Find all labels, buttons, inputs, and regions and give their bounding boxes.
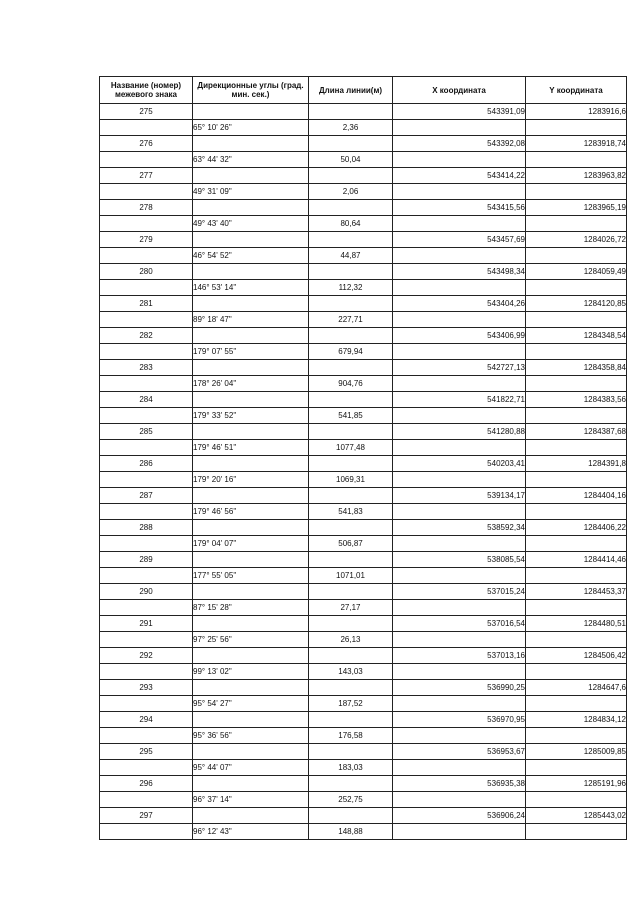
direction-angle: 179° 07' 55" (193, 344, 309, 360)
direction-angle: 99° 13' 02" (193, 664, 309, 680)
line-length: 2,36 (309, 120, 393, 136)
y-coordinate: 1284414,46 (526, 552, 627, 568)
empty-cell (100, 344, 193, 360)
point-row (100, 680, 627, 696)
empty-cell (193, 584, 309, 600)
empty-cell (526, 472, 627, 488)
empty-cell (193, 424, 309, 440)
line-length: 541,83 (309, 504, 393, 520)
empty-cell (393, 120, 526, 136)
point-row (100, 744, 627, 760)
y-coordinate: 1284391,8 (526, 456, 627, 472)
x-coordinate: 536970,95 (393, 712, 526, 728)
segment-row (100, 440, 627, 456)
point-name: 283 (100, 360, 193, 376)
empty-cell (100, 472, 193, 488)
empty-cell (393, 664, 526, 680)
empty-cell (193, 456, 309, 472)
empty-cell (393, 152, 526, 168)
segment-row (100, 760, 627, 776)
header-direction-angle: Дирекционные углы (град. мин. сек.) (193, 77, 309, 104)
x-coordinate: 541280,88 (393, 424, 526, 440)
empty-cell (193, 520, 309, 536)
empty-cell (526, 664, 627, 680)
segment-row (100, 376, 627, 392)
empty-cell (309, 328, 393, 344)
empty-cell (526, 440, 627, 456)
point-name: 282 (100, 328, 193, 344)
y-coordinate: 1284480,51 (526, 616, 627, 632)
empty-cell (193, 104, 309, 120)
y-coordinate: 1284383,56 (526, 392, 627, 408)
empty-cell (393, 600, 526, 616)
empty-cell (526, 536, 627, 552)
y-coordinate: 1283918,74 (526, 136, 627, 152)
y-coordinate: 1284059,49 (526, 264, 627, 280)
direction-angle: 95° 54' 27" (193, 696, 309, 712)
empty-cell (100, 312, 193, 328)
header-line-length: Длина линии(м) (309, 77, 393, 104)
direction-angle: 96° 12' 43" (193, 824, 309, 840)
empty-cell (393, 280, 526, 296)
x-coordinate: 536906,24 (393, 808, 526, 824)
point-row (100, 296, 627, 312)
line-length: 252,75 (309, 792, 393, 808)
direction-angle: 178° 26' 04" (193, 376, 309, 392)
direction-angle: 179° 33' 52" (193, 408, 309, 424)
point-name: 279 (100, 232, 193, 248)
header-x-coordinate: X координата (393, 77, 526, 104)
segment-row (100, 664, 627, 680)
x-coordinate: 536953,67 (393, 744, 526, 760)
direction-angle: 65° 10' 26" (193, 120, 309, 136)
direction-angle: 179° 46' 51" (193, 440, 309, 456)
y-coordinate: 1283963,82 (526, 168, 627, 184)
empty-cell (393, 472, 526, 488)
empty-cell (526, 568, 627, 584)
empty-cell (393, 536, 526, 552)
line-length: 187,52 (309, 696, 393, 712)
y-coordinate: 1284348,54 (526, 328, 627, 344)
empty-cell (193, 232, 309, 248)
empty-cell (393, 568, 526, 584)
empty-cell (309, 808, 393, 824)
point-row (100, 712, 627, 728)
empty-cell (100, 664, 193, 680)
empty-cell (526, 216, 627, 232)
empty-cell (393, 504, 526, 520)
x-coordinate: 543404,26 (393, 296, 526, 312)
y-coordinate: 1284406,22 (526, 520, 627, 536)
line-length: 1069,31 (309, 472, 393, 488)
empty-cell (393, 696, 526, 712)
point-name: 286 (100, 456, 193, 472)
table-body (100, 104, 627, 840)
line-length: 541,85 (309, 408, 393, 424)
point-name: 284 (100, 392, 193, 408)
segment-row (100, 216, 627, 232)
empty-cell (526, 152, 627, 168)
point-row (100, 264, 627, 280)
empty-cell (100, 152, 193, 168)
segment-row (100, 152, 627, 168)
direction-angle: 95° 44' 07" (193, 760, 309, 776)
empty-cell (393, 312, 526, 328)
segment-row (100, 728, 627, 744)
segment-row (100, 184, 627, 200)
line-length: 80,64 (309, 216, 393, 232)
header-y-coordinate: Y координата (526, 77, 627, 104)
empty-cell (193, 616, 309, 632)
empty-cell (526, 792, 627, 808)
direction-angle: 49° 43' 40" (193, 216, 309, 232)
direction-angle: 177° 55' 05" (193, 568, 309, 584)
empty-cell (309, 520, 393, 536)
empty-cell (100, 440, 193, 456)
y-coordinate: 1284453,37 (526, 584, 627, 600)
empty-cell (309, 648, 393, 664)
segment-row (100, 472, 627, 488)
empty-cell (100, 216, 193, 232)
empty-cell (526, 632, 627, 648)
empty-cell (526, 504, 627, 520)
direction-angle: 97° 25' 56" (193, 632, 309, 648)
empty-cell (193, 744, 309, 760)
point-name: 295 (100, 744, 193, 760)
segment-row (100, 568, 627, 584)
segment-row (100, 344, 627, 360)
empty-cell (100, 248, 193, 264)
point-name: 277 (100, 168, 193, 184)
empty-cell (393, 792, 526, 808)
segment-row (100, 312, 627, 328)
empty-cell (526, 696, 627, 712)
direction-angle: 95° 36' 56" (193, 728, 309, 744)
line-length: 183,03 (309, 760, 393, 776)
empty-cell (393, 216, 526, 232)
segment-row (100, 120, 627, 136)
y-coordinate: 1284404,16 (526, 488, 627, 504)
direction-angle: 96° 37' 14" (193, 792, 309, 808)
line-length: 112,32 (309, 280, 393, 296)
x-coordinate: 537015,24 (393, 584, 526, 600)
point-row (100, 616, 627, 632)
direction-angle: 49° 31' 09" (193, 184, 309, 200)
y-coordinate: 1285191,96 (526, 776, 627, 792)
point-row (100, 424, 627, 440)
point-name: 280 (100, 264, 193, 280)
line-length: 904,76 (309, 376, 393, 392)
x-coordinate: 543392,08 (393, 136, 526, 152)
x-coordinate: 539134,17 (393, 488, 526, 504)
point-name: 290 (100, 584, 193, 600)
segment-row (100, 536, 627, 552)
empty-cell (309, 168, 393, 184)
empty-cell (393, 344, 526, 360)
point-name: 293 (100, 680, 193, 696)
point-name: 288 (100, 520, 193, 536)
y-coordinate: 1283916,6 (526, 104, 627, 120)
point-row (100, 360, 627, 376)
point-name: 287 (100, 488, 193, 504)
y-coordinate: 1285443,02 (526, 808, 627, 824)
line-length: 679,94 (309, 344, 393, 360)
empty-cell (309, 232, 393, 248)
empty-cell (393, 760, 526, 776)
empty-cell (309, 584, 393, 600)
line-length: 1071,01 (309, 568, 393, 584)
empty-cell (393, 728, 526, 744)
direction-angle: 179° 20' 16" (193, 472, 309, 488)
line-length: 143,03 (309, 664, 393, 680)
line-length: 26,13 (309, 632, 393, 648)
empty-cell (526, 824, 627, 840)
empty-cell (309, 104, 393, 120)
empty-cell (193, 296, 309, 312)
empty-cell (100, 600, 193, 616)
empty-cell (309, 360, 393, 376)
y-coordinate: 1284506,42 (526, 648, 627, 664)
point-row (100, 520, 627, 536)
point-row (100, 392, 627, 408)
empty-cell (193, 680, 309, 696)
empty-cell (100, 728, 193, 744)
direction-angle: 63° 44' 32" (193, 152, 309, 168)
empty-cell (193, 712, 309, 728)
y-coordinate: 1284834,12 (526, 712, 627, 728)
x-coordinate: 543498,34 (393, 264, 526, 280)
line-length: 50,04 (309, 152, 393, 168)
empty-cell (309, 680, 393, 696)
empty-cell (309, 264, 393, 280)
segment-row (100, 280, 627, 296)
empty-cell (309, 616, 393, 632)
point-name: 285 (100, 424, 193, 440)
line-length: 506,87 (309, 536, 393, 552)
empty-cell (526, 312, 627, 328)
direction-angle: 87° 15' 28" (193, 600, 309, 616)
segment-row (100, 504, 627, 520)
direction-angle: 89° 18' 47" (193, 312, 309, 328)
empty-cell (526, 120, 627, 136)
empty-cell (100, 376, 193, 392)
empty-cell (193, 392, 309, 408)
point-row (100, 104, 627, 120)
point-name: 278 (100, 200, 193, 216)
direction-angle: 146° 53' 14" (193, 280, 309, 296)
boundary-coordinates-table (99, 76, 627, 840)
segment-row (100, 600, 627, 616)
point-row (100, 552, 627, 568)
empty-cell (193, 488, 309, 504)
line-length: 27,17 (309, 600, 393, 616)
x-coordinate: 536935,38 (393, 776, 526, 792)
line-length: 44,87 (309, 248, 393, 264)
point-row (100, 648, 627, 664)
empty-cell (100, 824, 193, 840)
x-coordinate: 537013,16 (393, 648, 526, 664)
empty-cell (100, 568, 193, 584)
x-coordinate: 543415,56 (393, 200, 526, 216)
empty-cell (393, 824, 526, 840)
empty-cell (309, 200, 393, 216)
empty-cell (526, 248, 627, 264)
x-coordinate: 542727,13 (393, 360, 526, 376)
empty-cell (393, 632, 526, 648)
x-coordinate: 543414,22 (393, 168, 526, 184)
empty-cell (309, 712, 393, 728)
empty-cell (100, 632, 193, 648)
point-name: 289 (100, 552, 193, 568)
empty-cell (100, 504, 193, 520)
empty-cell (193, 200, 309, 216)
y-coordinate: 1284387,68 (526, 424, 627, 440)
empty-cell (100, 280, 193, 296)
empty-cell (193, 168, 309, 184)
line-length: 2,06 (309, 184, 393, 200)
segment-row (100, 792, 627, 808)
empty-cell (309, 136, 393, 152)
empty-cell (393, 408, 526, 424)
y-coordinate: 1283965,19 (526, 200, 627, 216)
empty-cell (309, 296, 393, 312)
point-name: 297 (100, 808, 193, 824)
y-coordinate: 1284647,6 (526, 680, 627, 696)
y-coordinate: 1284120,85 (526, 296, 627, 312)
empty-cell (309, 744, 393, 760)
point-name: 281 (100, 296, 193, 312)
table-header-row (100, 77, 627, 104)
empty-cell (393, 248, 526, 264)
empty-cell (100, 408, 193, 424)
point-row (100, 456, 627, 472)
segment-row (100, 696, 627, 712)
point-name: 275 (100, 104, 193, 120)
empty-cell (193, 264, 309, 280)
empty-cell (309, 776, 393, 792)
point-row (100, 584, 627, 600)
empty-cell (193, 360, 309, 376)
header-point-name: Название (номер) межевого знака (100, 77, 193, 104)
x-coordinate: 541822,71 (393, 392, 526, 408)
x-coordinate: 543391,09 (393, 104, 526, 120)
empty-cell (393, 440, 526, 456)
empty-cell (193, 648, 309, 664)
empty-cell (100, 792, 193, 808)
empty-cell (100, 120, 193, 136)
direction-angle: 179° 46' 56" (193, 504, 309, 520)
segment-row (100, 248, 627, 264)
y-coordinate: 1284358,84 (526, 360, 627, 376)
empty-cell (193, 328, 309, 344)
point-name: 296 (100, 776, 193, 792)
empty-cell (309, 392, 393, 408)
empty-cell (526, 408, 627, 424)
empty-cell (526, 728, 627, 744)
point-row (100, 136, 627, 152)
point-name: 294 (100, 712, 193, 728)
point-row (100, 168, 627, 184)
point-row (100, 776, 627, 792)
empty-cell (526, 760, 627, 776)
empty-cell (193, 776, 309, 792)
empty-cell (100, 536, 193, 552)
empty-cell (309, 456, 393, 472)
empty-cell (100, 760, 193, 776)
empty-cell (193, 552, 309, 568)
y-coordinate: 1285009,85 (526, 744, 627, 760)
direction-angle: 179° 04' 07" (193, 536, 309, 552)
y-coordinate: 1284026,72 (526, 232, 627, 248)
point-row (100, 232, 627, 248)
x-coordinate: 543457,69 (393, 232, 526, 248)
empty-cell (309, 424, 393, 440)
line-length: 1077,48 (309, 440, 393, 456)
line-length: 148,88 (309, 824, 393, 840)
line-length: 176,58 (309, 728, 393, 744)
x-coordinate: 537016,54 (393, 616, 526, 632)
line-length: 227,71 (309, 312, 393, 328)
empty-cell (100, 696, 193, 712)
direction-angle: 46° 54' 52" (193, 248, 309, 264)
empty-cell (393, 184, 526, 200)
point-name: 292 (100, 648, 193, 664)
empty-cell (526, 600, 627, 616)
segment-row (100, 632, 627, 648)
empty-cell (526, 376, 627, 392)
point-name: 291 (100, 616, 193, 632)
point-row (100, 328, 627, 344)
x-coordinate: 536990,25 (393, 680, 526, 696)
empty-cell (193, 136, 309, 152)
point-row (100, 488, 627, 504)
empty-cell (193, 808, 309, 824)
empty-cell (393, 376, 526, 392)
x-coordinate: 538592,34 (393, 520, 526, 536)
point-row (100, 808, 627, 824)
empty-cell (526, 344, 627, 360)
empty-cell (526, 184, 627, 200)
empty-cell (526, 280, 627, 296)
empty-cell (309, 488, 393, 504)
x-coordinate: 540203,41 (393, 456, 526, 472)
segment-row (100, 408, 627, 424)
empty-cell (309, 552, 393, 568)
x-coordinate: 538085,54 (393, 552, 526, 568)
segment-row (100, 824, 627, 840)
x-coordinate: 543406,99 (393, 328, 526, 344)
empty-cell (100, 184, 193, 200)
point-row (100, 200, 627, 216)
point-name: 276 (100, 136, 193, 152)
